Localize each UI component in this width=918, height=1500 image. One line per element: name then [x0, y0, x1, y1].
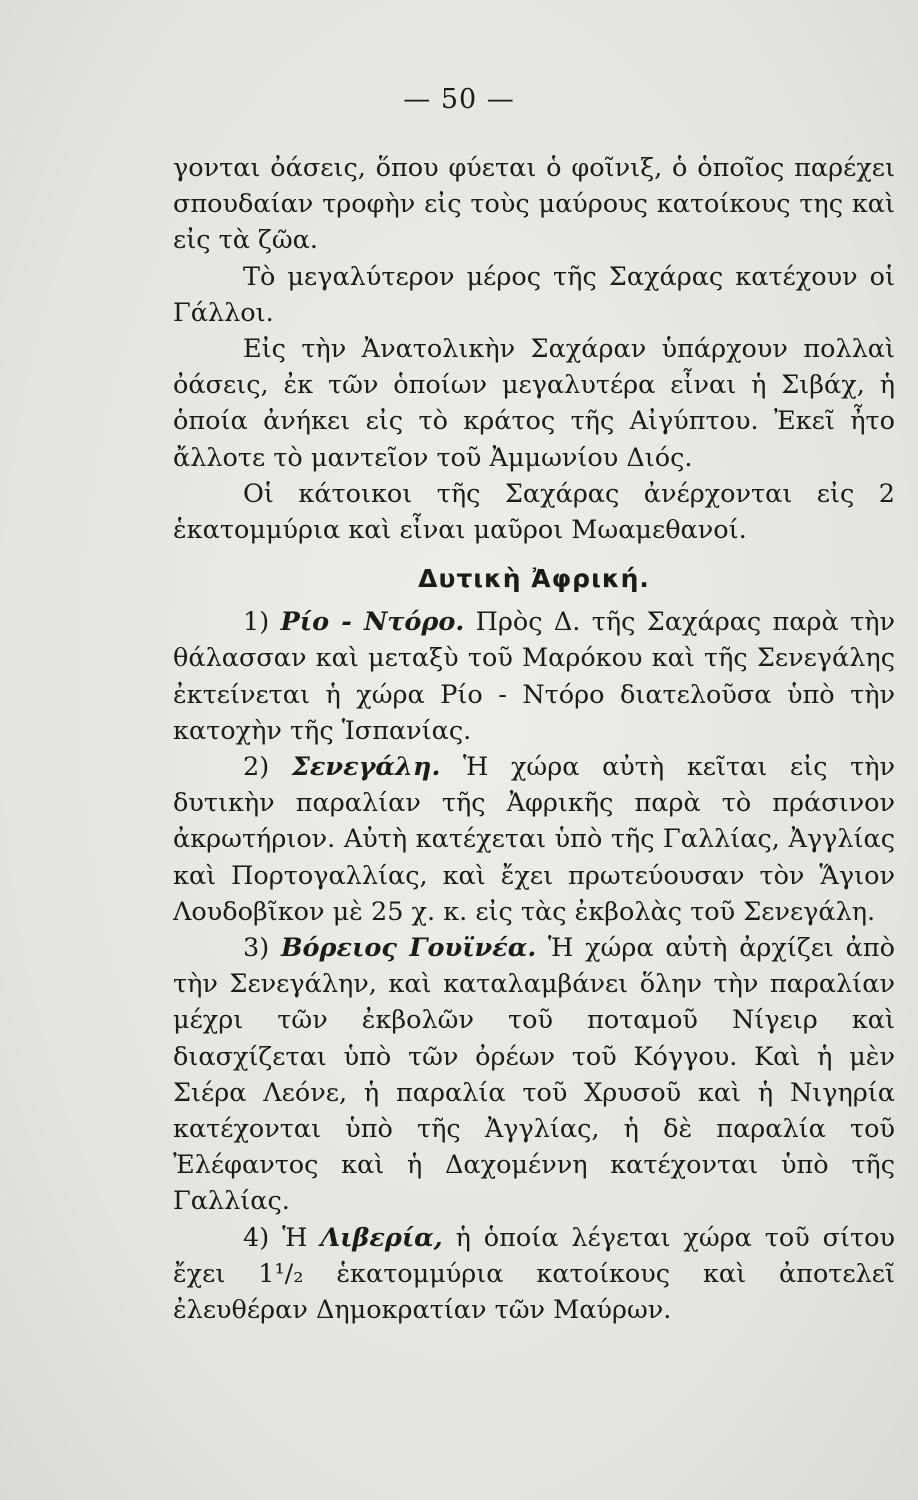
list-item	[173, 749, 895, 930]
item-name: Ρίο - Ντόρο.	[280, 607, 465, 638]
item-name: Λιβερία,	[320, 1222, 443, 1253]
item-article: Ἡ	[282, 1222, 308, 1253]
paragraph: Τὸ μεγαλύτερον μέρος τῆς Σαχάρας κατέχουν οἱ Γάλλοι.	[173, 261, 895, 328]
item-text: ἑκατομμύρια κατοίκους καὶ ἀποτελεῖ ἐλευθέραν Δημοκρατίαν τῶν Μαύρων.	[173, 1258, 895, 1326]
item-text: Ἡ χώρα αὐτὴ κεῖται εἰς τὴν δυτικὴν παραλίαν τῆς Ἀφρικῆς παρὰ τὸ πράσινον ἀκρωτήριον. Αὐτὴ κατέχεται ὑπὸ τῆς Γαλλίας, Ἀγγλίας καὶ Πορτογαλλίας, καὶ ἔχει πρωτεύουσαν τὸν Ἅγιον Λουδοβῖκον μὲ 25 χ. κ. εἰς τὰς ἐκβολὰς τοῦ Σενεγάλη.	[173, 752, 896, 927]
paragraph: Εἰς τὴν Ἀνατολικὴν Σαχάραν ὑπάρχουν πολλαὶ ὀάσεις, ἐκ τῶν ὁποίων μεγαλυτέρα εἶναι ἡ Σιβάχ, ἡ ὁποία ἀνήκει εἰς τὸ κράτος τῆς Αἰγύπτου. Ἐκεῖ ἦτο ἄλλοτε τὸ μαντεῖον τοῦ Ἀμμωνίου Διός.	[173, 334, 895, 473]
item-text: ἡ ὁποία λέγεται χώρα τοῦ σίτου ἔχει 1	[173, 1222, 895, 1289]
list-item	[173, 604, 895, 749]
item-text: Ἡ χώρα αὐτὴ ἀρχίζει ἀπὸ τὴν Σενεγάλην, καὶ καταλαμβάνει ὅλην τὴν παραλίαν μέχρι τῶν ἐκβολῶν τοῦ ποταμοῦ Νίγειρ καὶ διασχίζεται ὑπὸ τῶν ὀρέων τοῦ Κόγγου. Καὶ ἡ μὲν Σιέρα Λεόνε, ἡ παραλία τοῦ Χρυσοῦ καὶ ἡ Νιγηρία κατέχονται ὑπὸ τῆς Ἀγγλίας, ἡ δὲ παραλία τοῦ Ἐλέφαντος καὶ ἡ Δαχομέννη κατέχονται ὑπὸ τῆς Γαλλίας.	[173, 933, 896, 1217]
item-number: 1)	[243, 607, 270, 638]
section-heading: Δυτικὴ Ἀφρική.	[418, 564, 650, 594]
item-name: Βόρειος Γουϊνέα.	[280, 933, 537, 964]
item-number: 4)	[243, 1222, 270, 1253]
item-number: 3)	[243, 933, 270, 964]
page-body	[173, 150, 895, 1328]
list-item	[173, 930, 895, 1220]
page-number: — 50 —	[403, 84, 515, 115]
paragraph: γονται ὀάσεις, ὅπου φύεται ὁ φοῖνιξ, ὁ ὁποῖος παρέχει σπουδαίαν τροφὴν εἰς τοὺς μαύρους κατοίκους της καὶ εἰς τὰ ζῶα.	[173, 153, 895, 256]
paragraph: Οἱ κάτοικοι τῆς Σαχάρας ἀνέρχονται εἰς 2 ἑκατομμύρια καὶ εἶναι μαῦροι Μωαμεθανοί.	[173, 478, 895, 546]
item-number: 2)	[243, 752, 270, 783]
item-text: Πρὸς Δ. τῆς Σαχάρας παρὰ τὴν θάλασσαν καὶ μεταξὺ τοῦ Μαρόκου καὶ τῆς Σενεγάλης ἐκτείνεται ἡ χώρα Ρίο - Ντόρο διατελοῦσα ὑπὸ τὴν κατοχὴν τῆς Ἱσπανίας.	[173, 607, 896, 746]
item-name: Σενεγάλη.	[291, 752, 441, 783]
list-item	[173, 1220, 895, 1329]
fraction: ¹/₂	[274, 1258, 304, 1289]
